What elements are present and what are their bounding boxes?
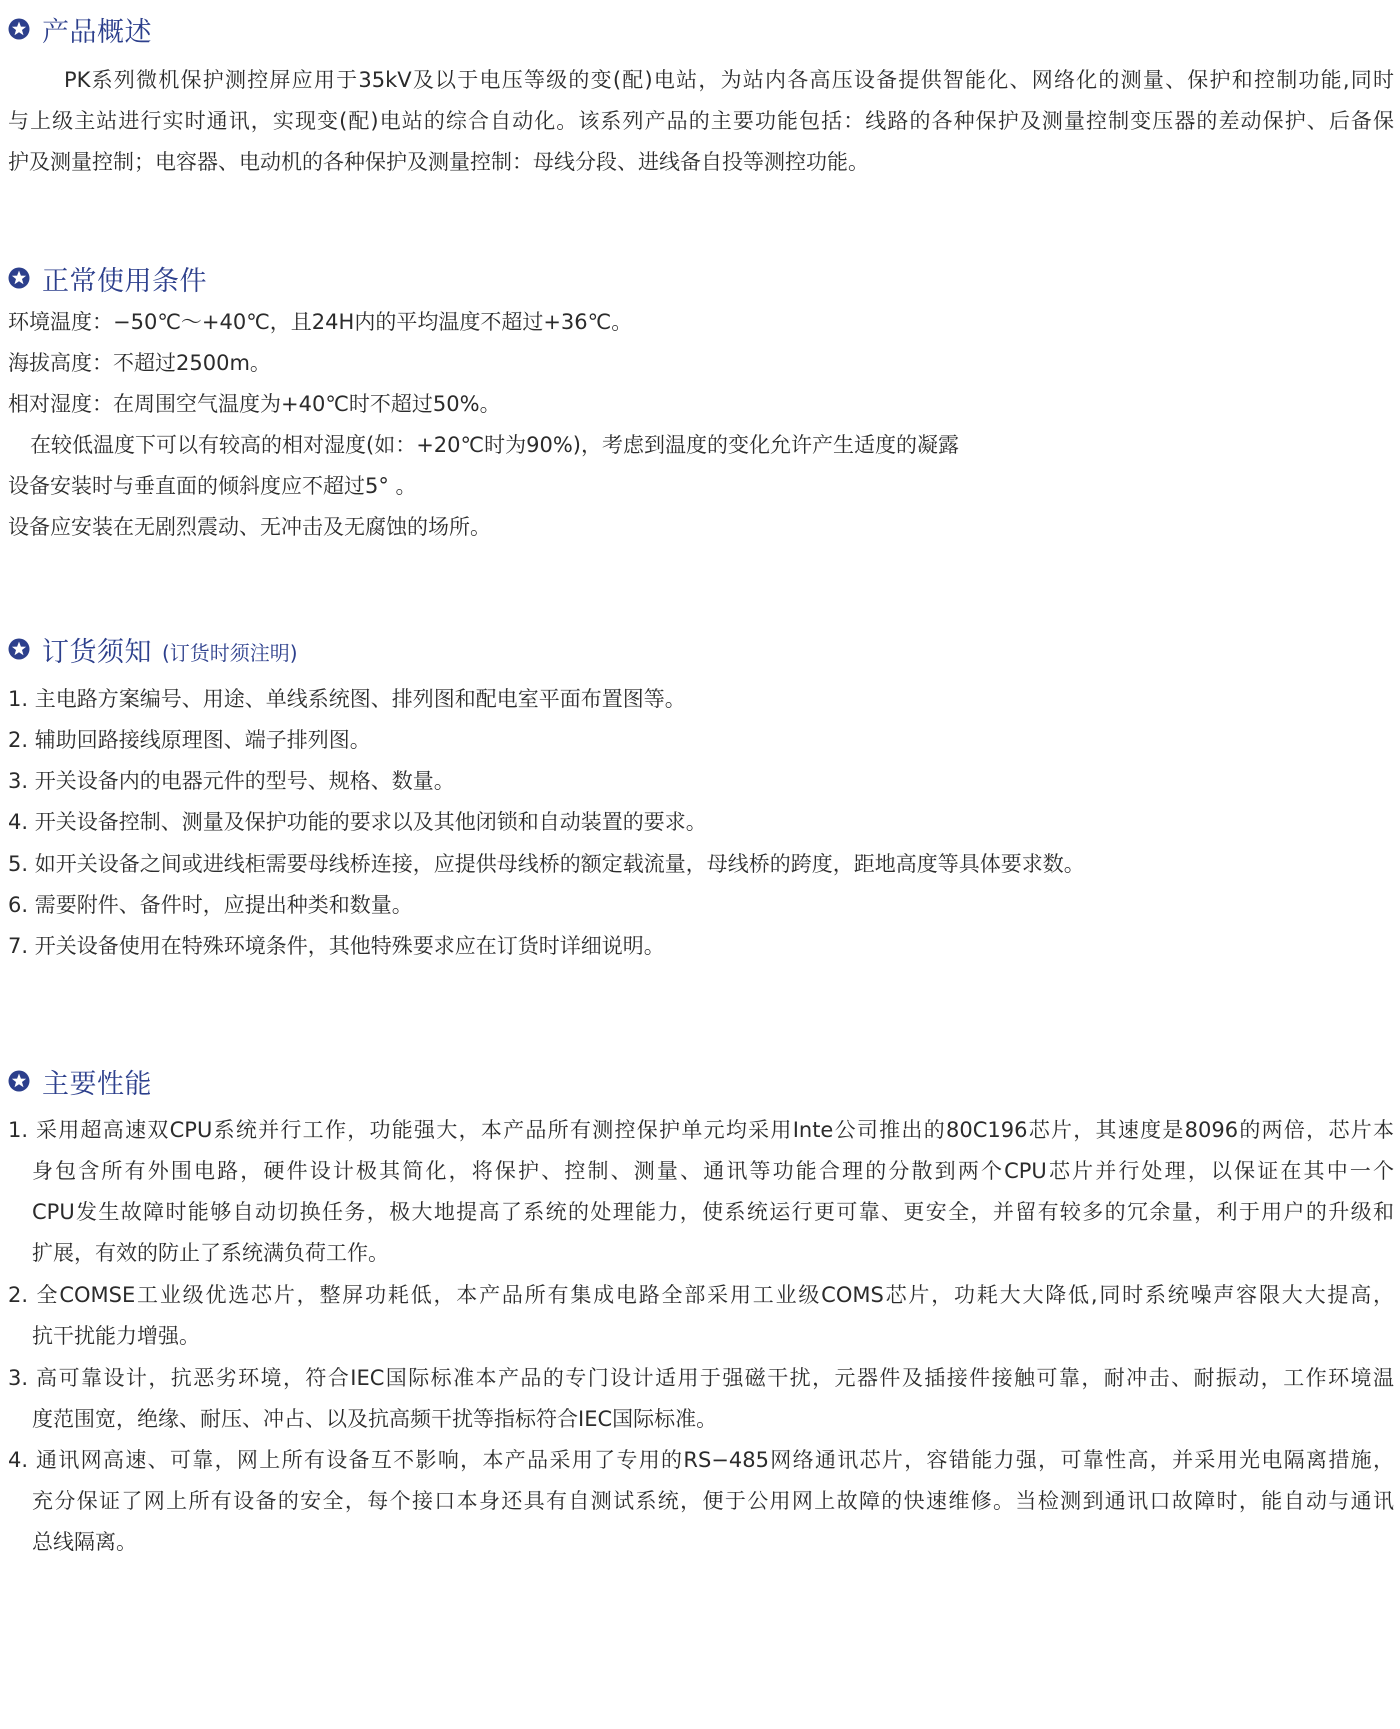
ordering-item-3: 3. 开关设备内的电器元件的型号、规格、数量。	[8, 769, 455, 793]
ordering-item-6: 6. 需要附件、备件时，应提出种类和数量。	[8, 893, 413, 917]
ordering-item-1: 1. 主电路方案编号、用途、单线系统图、排列图和配电室平面布置图等。	[8, 687, 686, 711]
performance-item-1-line-1: 1. 采用超高速双CPU系统并行工作，功能强大，本产品所有测控保护单元均采用Inte公司推出的80C196芯片，其速度是8096的两倍，芯片本	[8, 1118, 1394, 1142]
section-title-conditions	[8, 258, 207, 298]
performance-item-4-line-3: 总线隔离。	[32, 1530, 137, 1554]
section-title-overview	[8, 9, 152, 49]
ordering-title: 订货须知	[42, 636, 152, 668]
performance-item-4-line-2: 充分保证了网上所有设备的安全，每个接口本身还具有自测试系统，便于公用网上故障的快速维修。当检测到通讯口故障时，能自动与通讯	[32, 1489, 1394, 1513]
overview-line-3: 护及测量控制；电容器、电动机的各种保护及测量控制：母线分段、进线备自投等测控功能。	[8, 150, 869, 174]
star-circle-icon	[8, 638, 30, 660]
overview-title: 产品概述	[42, 16, 152, 48]
ordering-item-5: 5. 如开关设备之间或进线柜需要母线桥连接，应提供母线桥的额定载流量，母线桥的跨度，距地高度等具体要求数。	[8, 852, 1085, 876]
performance-item-2-line-1: 2. 全COMSE工业级优选芯片，整屏功耗低，本产品所有集成电路全部采用工业级COMS芯片，功耗大大降低,同时系统噪声容限大大提高，	[8, 1283, 1394, 1307]
overview-line-1: PK系列微机保护测控屏应用于35kV及以于电压等级的变(配)电站，为站内各高压设备提供智能化、网络化的测量、保护和控制功能,同时	[64, 68, 1394, 92]
section-title-performance	[8, 1061, 152, 1101]
conditions-line-1: 环境温度：−50℃～+40℃，且24H内的平均温度不超过+36℃。	[8, 310, 633, 334]
performance-item-2-line-2: 抗干扰能力增强。	[32, 1324, 200, 1348]
conditions-line-6: 设备应安装在无剧烈震动、无冲击及无腐蚀的场所。	[8, 515, 491, 539]
performance-item-3-line-2: 度范围宽，绝缘、耐压、冲占、以及抗高频干扰等指标符合IEC国际标准。	[32, 1407, 718, 1431]
star-circle-icon	[8, 18, 30, 40]
ordering-item-2: 2. 辅助回路接线原理图、端子排列图。	[8, 728, 371, 752]
conditions-line-2: 海拔高度：不超过2500m。	[8, 351, 271, 375]
performance-item-1-line-3: CPU发生故障时能够自动切换任务，极大地提高了系统的处理能力，使系统运行更可靠、更安全，并留有较多的冗余量，利于用户的升级和	[32, 1200, 1394, 1224]
performance-title: 主要性能	[42, 1068, 152, 1100]
overview-line-2: 与上级主站进行实时通讯，实现变(配)电站的综合自动化。该系列产品的主要功能包括：线路的各种保护及测量控制变压器的差动保护、后备保	[8, 109, 1394, 133]
performance-item-4-line-1: 4. 通讯网高速、可靠，网上所有设备互不影响，本产品采用了专用的RS−485网络通讯芯片，容错能力强，可靠性高，并采用光电隔离措施，	[8, 1448, 1394, 1472]
conditions-line-4: 在较低温度下可以有较高的相对湿度(如：+20℃时为90%)，考虑到温度的变化允许产生适度的凝露	[30, 433, 959, 457]
conditions-title: 正常使用条件	[42, 265, 207, 297]
ordering-subtitle: (订货时须注明)	[162, 640, 298, 665]
conditions-line-3: 相对湿度：在周围空气温度为+40℃时不超过50%。	[8, 392, 501, 416]
star-circle-icon	[8, 1070, 30, 1092]
ordering-item-4: 4. 开关设备控制、测量及保护功能的要求以及其他闭锁和自动装置的要求。	[8, 810, 707, 834]
performance-item-1-line-2: 身包含所有外围电路，硬件设计极其简化，将保护、控制、测量、通讯等功能合理的分散到两个CPU芯片并行处理，以保证在其中一个	[32, 1159, 1394, 1183]
section-title-ordering	[8, 629, 298, 669]
conditions-line-5: 设备安装时与垂直面的倾斜度应不超过5° 。	[8, 474, 417, 498]
performance-item-3-line-1: 3. 高可靠设计，抗恶劣环境，符合IEC国际标准本产品的专门设计适用于强磁干扰，元器件及插接件接触可靠，耐冲击、耐振动，工作环境温	[8, 1366, 1394, 1390]
performance-item-1-line-4: 扩展，有效的防止了系统满负荷工作。	[32, 1241, 389, 1265]
star-circle-icon	[8, 267, 30, 289]
ordering-item-7: 7. 开关设备使用在特殊环境条件，其他特殊要求应在订货时详细说明。	[8, 934, 665, 958]
